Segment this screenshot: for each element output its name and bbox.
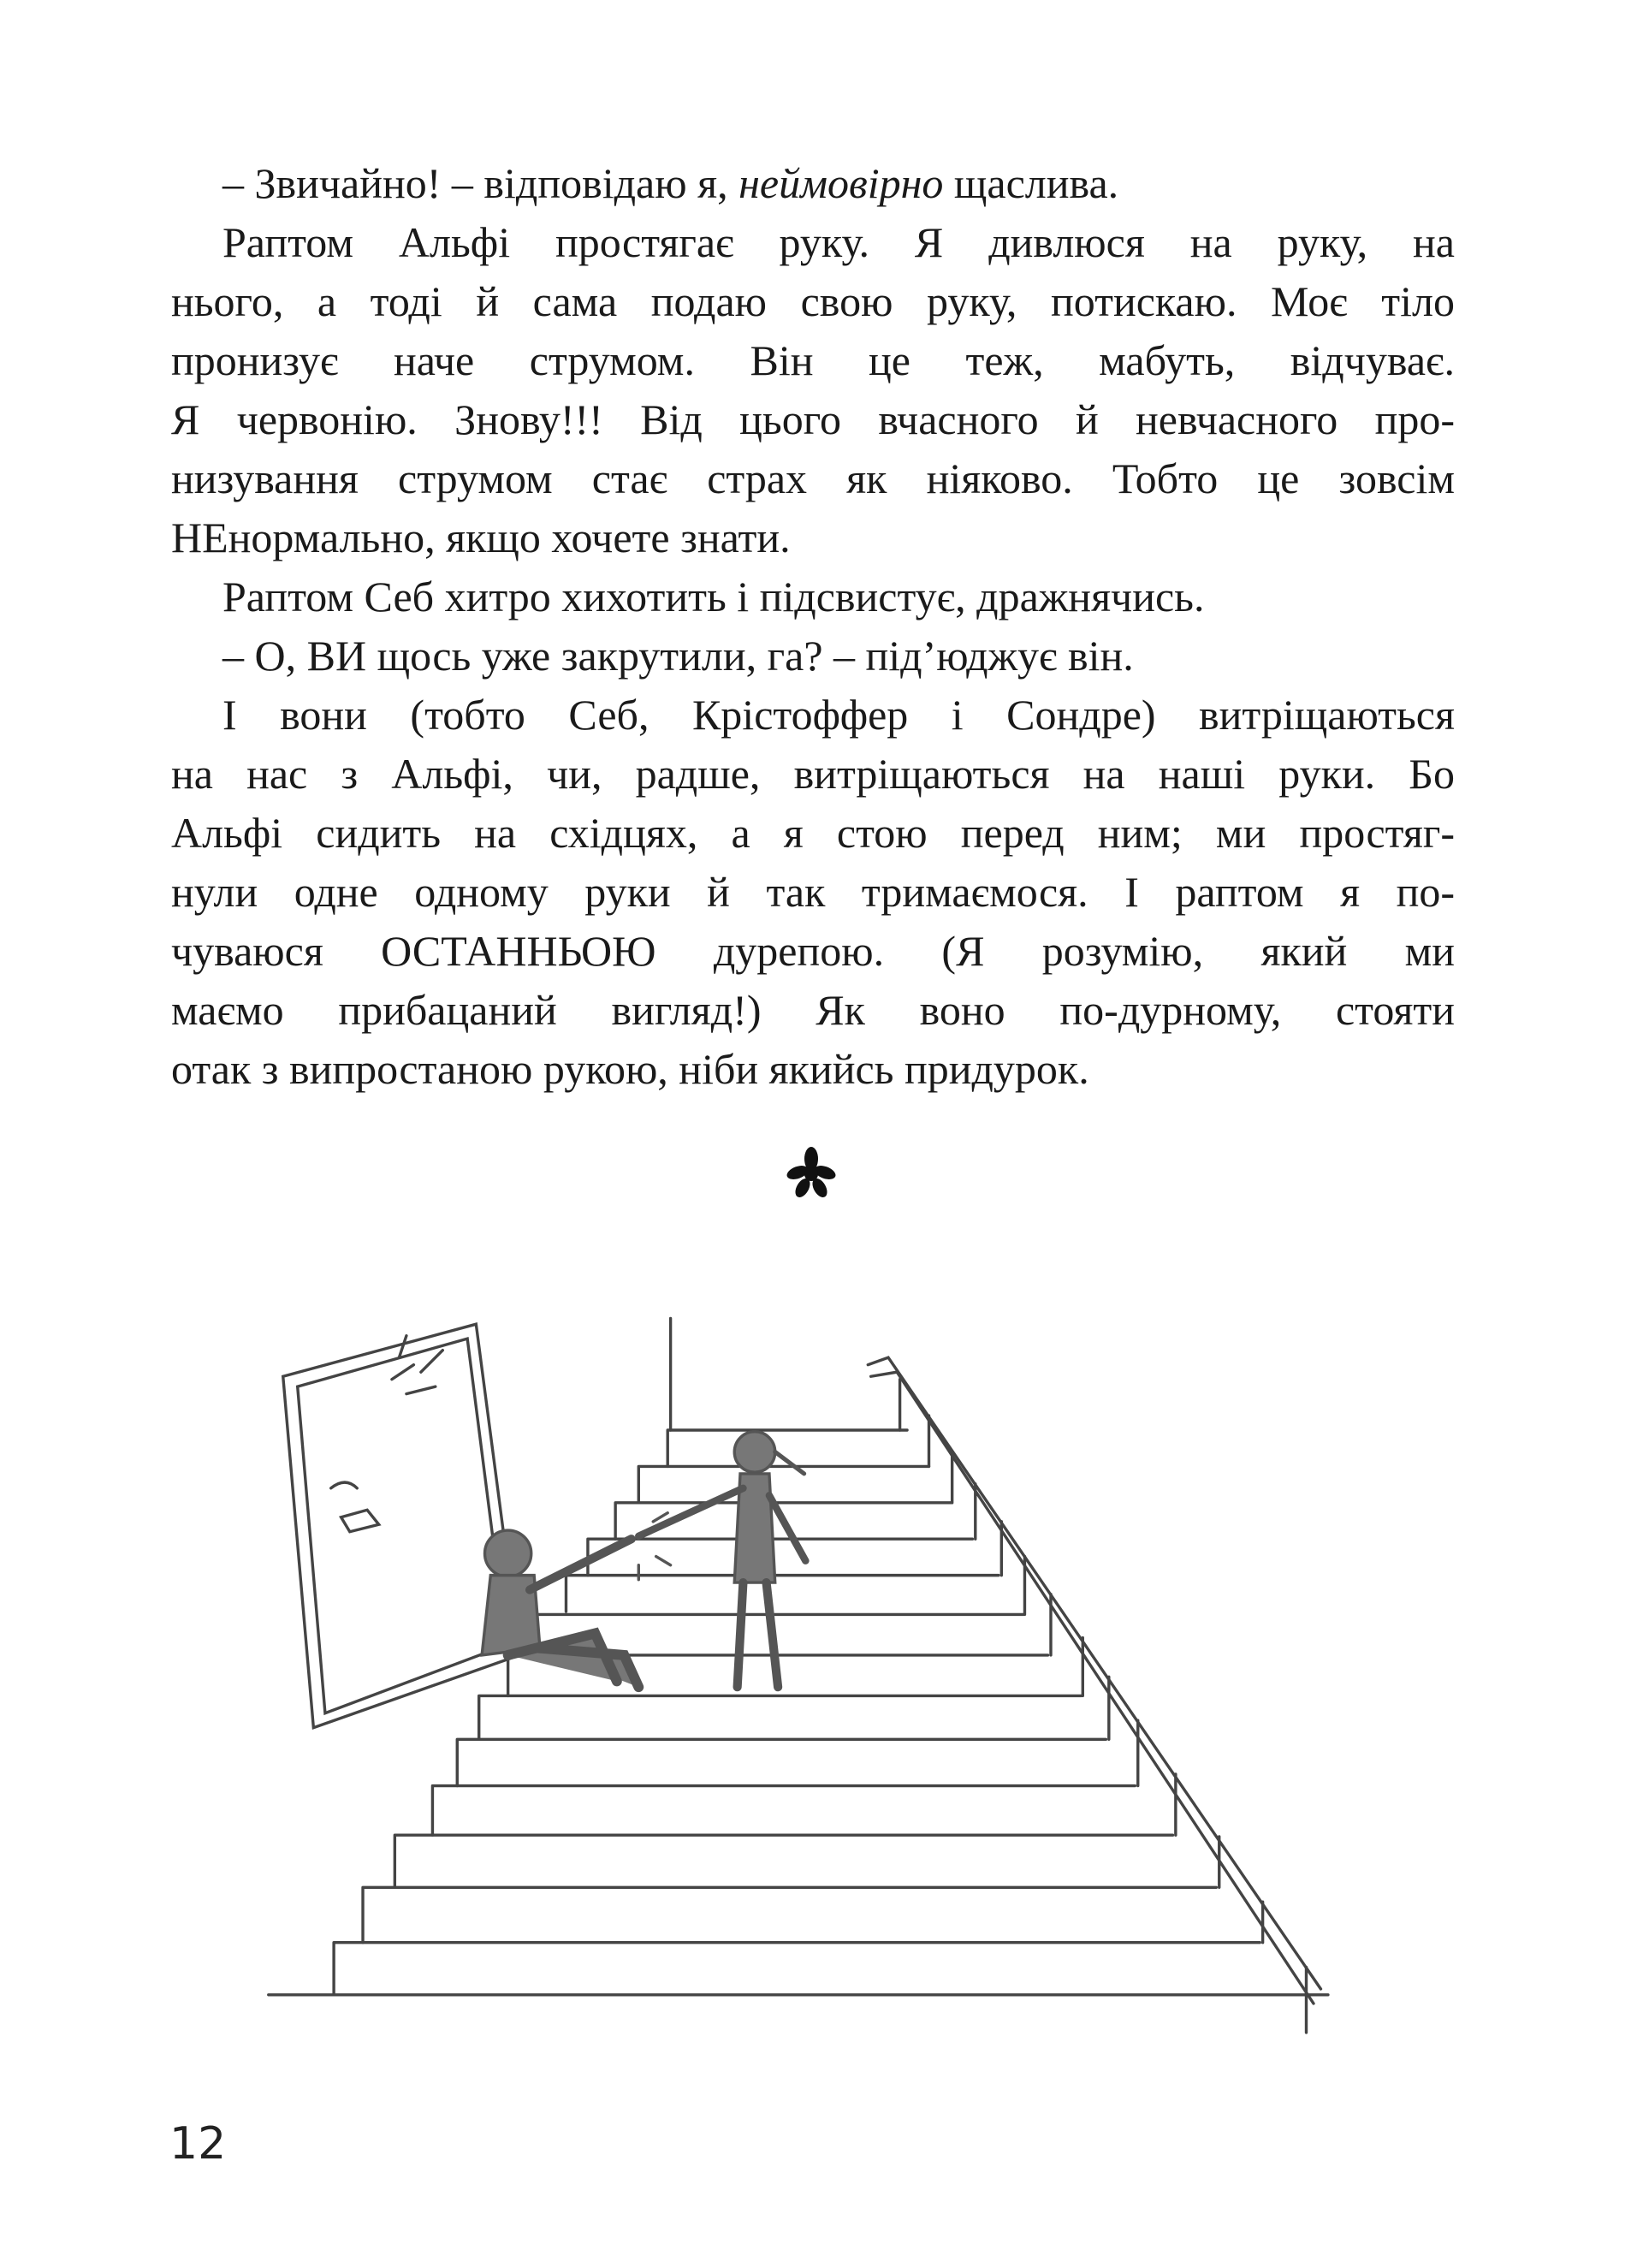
page-number: 12 xyxy=(169,2118,227,2170)
italic-word: неймовірно xyxy=(738,159,944,207)
text-line: Я червонію. Знову!!! Від цього вчасного й невчасного про- xyxy=(171,395,1455,443)
text-line: пронизує наче струмом. Він це теж, мабуть, відчуває. xyxy=(171,336,1455,384)
stairs-drawing xyxy=(269,1430,1328,1995)
text-line: Альфі сидить на східцях, а я стою перед ним; ми простяг- xyxy=(171,809,1455,857)
text-span: – Звичайно! – відповідаю я, xyxy=(222,159,739,207)
text-line: маємо прибацаний вигляд!) Як воно по-дурному, стояти xyxy=(171,986,1455,1034)
text-line: низування струмом стає страх як ніяково. Тобто це зовсім xyxy=(171,454,1455,502)
text-line: нього, а тоді й сама подаю свою руку, потискаю. Моє тіло xyxy=(171,277,1455,325)
text-line: Раптом Альфі простягає руку. Я дивлюся на руку, на xyxy=(222,218,1455,266)
text-line: Раптом Себ хитро хихотить і підсвистує, дражнячись. xyxy=(222,573,1205,620)
text-line: нули одне одному руки й так тримаємося. І раптом я по- xyxy=(171,868,1455,916)
window-drawing xyxy=(283,1324,519,1728)
text-line: на нас з Альфі, чи, радше, витріщаються на наші руки. Бо xyxy=(171,750,1455,798)
text-span: щаслива. xyxy=(943,159,1119,207)
text-line: отак з випростаною рукою, ніби якийсь придурок. xyxy=(171,1045,1089,1093)
text-line: НЕнормально, якщо хочете знати. xyxy=(171,514,791,561)
text-line: І вони (тобто Себ, Крістоффер і Сондре) витріщаються xyxy=(222,691,1455,739)
text-line: чуваюся ОСТАННЬОЮ дурепою. (Я розумію, який ми xyxy=(171,927,1455,975)
text-line: – О, ВИ щось уже закрутили, га? – під’юджує він. xyxy=(222,632,1134,680)
